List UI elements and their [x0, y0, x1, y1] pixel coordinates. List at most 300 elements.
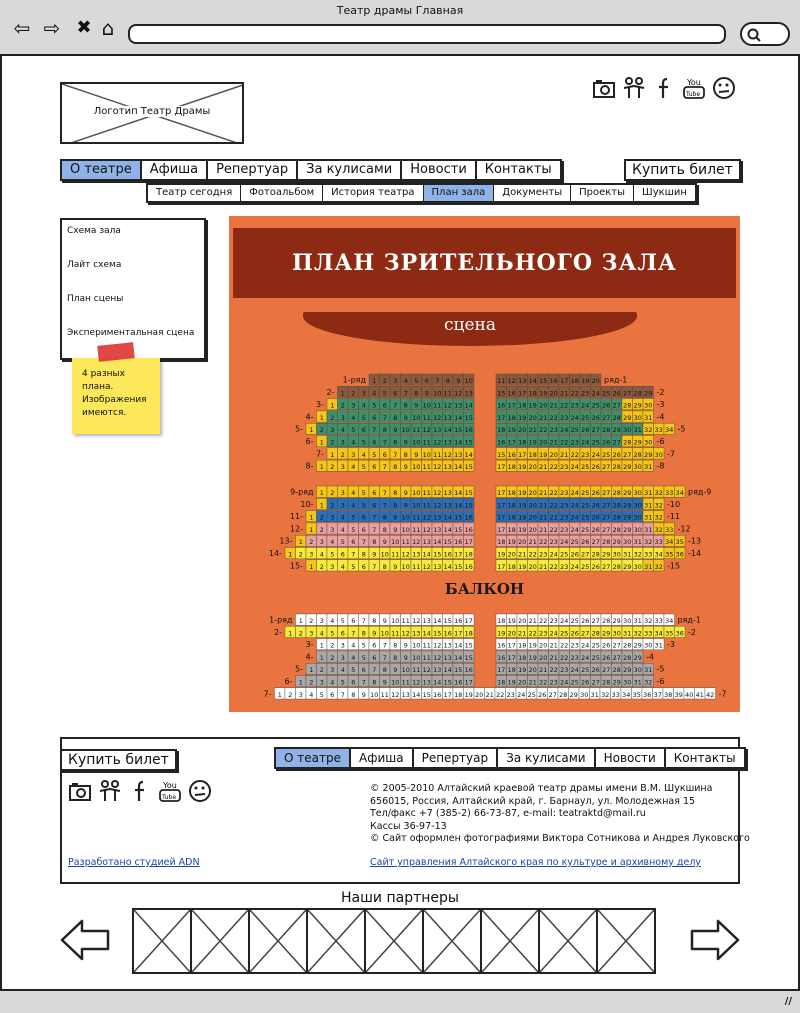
seat-number: 5 [319, 690, 324, 699]
seat-number: 15 [443, 538, 452, 547]
seat-number: 32 [654, 489, 663, 497]
seat-number: 32 [644, 426, 653, 435]
seat-number: 27 [591, 426, 600, 435]
seat-number: 3 [330, 426, 335, 435]
seat-number: 1 [298, 678, 303, 687]
seat-number: 3 [340, 641, 345, 650]
culture-department-link[interactable]: Сайт управления Алтайского края по культуре и архивному делу [370, 857, 702, 868]
footer-nav-tab-0[interactable]: О театре [276, 749, 351, 767]
seat-number: 17 [507, 438, 516, 447]
seat-number: 15 [454, 525, 463, 534]
main-nav-tab-4[interactable]: Новости [402, 161, 477, 179]
seat-number: 24 [560, 617, 569, 625]
seat-number: 31 [644, 562, 653, 571]
seat-number: 11 [422, 501, 431, 510]
seat-number: 4 [351, 489, 356, 497]
seat-number: 15 [539, 377, 548, 385]
seat-number: 26 [602, 401, 611, 410]
seat-number: 7 [382, 413, 387, 422]
seat-number: 4 [351, 413, 356, 422]
row-label: -2 [656, 387, 665, 397]
seat-number: 23 [560, 525, 569, 534]
seat-number: 21 [539, 489, 548, 497]
seat-number: 14 [454, 641, 463, 650]
seat-number: 22 [549, 489, 558, 497]
row-label: -4 [646, 652, 654, 662]
seat-number: 13 [422, 678, 431, 687]
seat-number: 4 [340, 513, 345, 522]
row-label: 11- [289, 512, 303, 522]
seat-number: 4 [340, 525, 345, 534]
camera-icon[interactable] [592, 76, 616, 100]
partner-logo-placeholder[interactable] [248, 908, 308, 974]
seat-number: 31 [633, 617, 642, 625]
seat-number: 9 [403, 413, 408, 422]
seat-number: 23 [560, 501, 569, 510]
partner-logo-placeholder[interactable] [596, 908, 656, 974]
seat-number: 19 [507, 426, 516, 435]
seat-number: 28 [623, 641, 632, 650]
side-menu-item-stage-plan[interactable]: План сцены [67, 294, 124, 304]
sub-nav-tab-2[interactable]: История театра [323, 185, 423, 201]
seat-number: 8 [372, 617, 377, 625]
facebook-icon[interactable] [652, 76, 676, 100]
smiley-icon[interactable] [712, 76, 736, 100]
sub-nav-tab-6[interactable]: Шукшин [642, 187, 687, 198]
hall-plan-title: ПЛАН ЗРИТЕЛЬНОГО ЗАЛА [233, 228, 736, 298]
youtube-icon[interactable] [682, 76, 706, 100]
seat-number: 18 [497, 538, 506, 547]
seat-number: 20 [507, 550, 516, 559]
seat-number: 25 [570, 617, 579, 625]
row-label: -2 [688, 627, 696, 637]
seat-number: 21 [528, 617, 537, 625]
partners-title: Наши партнеры [341, 890, 459, 906]
seat-number: 1 [309, 426, 314, 435]
seat-number: 4 [309, 690, 314, 699]
row-label: -5 [656, 664, 665, 674]
seat-number: 7 [393, 401, 398, 410]
seat-number: 3 [351, 450, 356, 459]
seat-number: 32 [654, 525, 663, 534]
sub-nav-tab-1[interactable]: Фотоальбом [241, 185, 323, 201]
seat-number: 6 [361, 525, 366, 534]
seat-number: 27 [602, 513, 611, 522]
seat-number: 27 [581, 629, 590, 638]
seat-number: 8 [414, 389, 419, 398]
seat-number: 10 [401, 562, 410, 571]
seat-number: 21 [539, 666, 548, 675]
seat-number: 25 [570, 538, 579, 547]
seat-number: 26 [570, 629, 579, 638]
seat-number: 3 [330, 666, 335, 675]
seat-number: 12 [401, 550, 410, 559]
seat-number: 26 [591, 513, 600, 522]
seat-number: 7 [403, 389, 408, 398]
seat-number: 33 [665, 489, 674, 497]
seat-number: 31 [644, 666, 653, 675]
seat-number: 9 [382, 617, 387, 625]
seat-number: 19 [518, 525, 527, 534]
seat-number: 2 [319, 525, 324, 534]
seat-number: 6 [372, 413, 377, 422]
seat-number: 5 [361, 489, 366, 497]
seat-number: 28 [612, 525, 621, 534]
seat-number: 20 [518, 617, 527, 625]
seat-number: 26 [602, 438, 611, 447]
seat-number: 12 [433, 641, 442, 650]
partners-carousel [132, 908, 672, 974]
seat-number: 6 [372, 641, 377, 650]
seat-number: 26 [612, 450, 621, 459]
seat-number: 11 [422, 653, 431, 662]
seat-number: 19 [507, 617, 516, 625]
address-bar[interactable] [128, 24, 726, 44]
seat-number: 16 [464, 562, 473, 571]
seat-number: 21 [528, 538, 537, 547]
forward-arrow-icon[interactable]: ⇨ [43, 16, 61, 40]
seat-number: 20 [539, 641, 548, 650]
seat-number: 2 [330, 641, 335, 650]
seat-number: 27 [612, 438, 621, 447]
row-label: -6 [656, 437, 665, 446]
seat-number: 39 [674, 690, 683, 699]
seat-number: 10 [422, 401, 431, 410]
seat-number: 14 [454, 413, 463, 422]
buy-ticket-button[interactable]: Купить билет [624, 159, 741, 181]
seat-number: 5 [361, 413, 366, 422]
seat-number: 29 [569, 690, 578, 699]
seat-number: 9 [393, 426, 398, 435]
partner-logo-placeholder[interactable] [364, 908, 424, 974]
partners-prev-arrow-icon[interactable] [60, 918, 110, 962]
seat-number: 29 [633, 641, 642, 650]
seat-number: 22 [528, 550, 537, 559]
seat-number: 13 [443, 501, 452, 510]
row-label: -7 [718, 689, 727, 699]
seat-number: 7 [372, 525, 377, 534]
side-menu [60, 218, 206, 360]
partner-logo-placeholder[interactable] [422, 908, 482, 974]
main-nav-tab-5[interactable]: Контакты [484, 162, 552, 177]
seat-number: 14 [433, 678, 442, 687]
main-nav-tab-1[interactable]: Афиша [142, 161, 208, 179]
developer-link[interactable]: Разработано студией ADN [68, 857, 200, 868]
close-icon[interactable]: ✖ [76, 17, 92, 38]
seat-number: 28 [612, 513, 621, 522]
resize-grip-icon[interactable]: // [784, 996, 792, 1007]
seat-number: 30 [623, 426, 632, 435]
seat-number: 12 [433, 438, 442, 447]
seat-number: 31 [623, 550, 632, 559]
balcony-label: БАЛКОН [444, 580, 525, 598]
seat-number: 7 [361, 538, 366, 547]
seat-number: 7 [351, 550, 356, 559]
seat-number: 10 [401, 666, 410, 675]
seat-number: 28 [612, 413, 621, 422]
seat-number: 24 [560, 426, 569, 435]
seat-number: 22 [560, 641, 569, 650]
row-label: 8- [305, 461, 314, 471]
sticky-note-text: 4 разных плана. Изображения имеются. [82, 369, 147, 418]
seat-number: 18 [507, 513, 516, 522]
seat-number: 29 [623, 489, 632, 497]
seat-number: 10 [401, 513, 410, 522]
row-label: -11 [667, 512, 681, 522]
footer-buy-ticket-button[interactable]: Купить билет [60, 749, 177, 771]
image-placeholder-icon [598, 910, 654, 972]
seat-number: 5 [361, 463, 366, 472]
seat-number: 3 [340, 501, 345, 510]
seat-number: 12 [422, 562, 431, 571]
seat-number: 28 [623, 401, 632, 410]
seat-number: 8 [393, 438, 398, 447]
seat-number: 7 [382, 438, 387, 447]
seat-number: 22 [539, 426, 548, 435]
seat-number: 14 [412, 690, 421, 699]
seat-number: 9 [403, 438, 408, 447]
seat-number: 24 [560, 678, 569, 687]
seat-number: 30 [644, 641, 653, 650]
image-placeholder-icon [250, 910, 306, 972]
seat-number: 29 [623, 413, 632, 422]
seat-number: 27 [623, 450, 632, 459]
youtube-icon[interactable] [158, 779, 182, 803]
seat-number: 9 [403, 489, 408, 497]
side-menu-item-experimental-stage[interactable]: Экспериментальная сцена [67, 328, 195, 338]
search-box[interactable] [740, 22, 790, 46]
smiley-icon[interactable] [188, 779, 212, 803]
image-placeholder-icon [540, 910, 596, 972]
seat-number: 16 [464, 513, 473, 522]
seat-number: 23 [581, 389, 590, 398]
footer-nav-tab-3[interactable]: За кулисами [498, 749, 595, 767]
seat-number: 6 [424, 377, 429, 385]
seat-number: 24 [581, 641, 590, 650]
seat-number: 19 [528, 438, 537, 447]
seat-number: 15 [422, 690, 431, 699]
seat-number: 30 [612, 550, 621, 559]
side-menu-item-light-scheme[interactable]: Лайт схема [67, 260, 122, 270]
main-nav-tab-2[interactable]: Репертуар [208, 161, 298, 179]
footer-nav-tab-5[interactable]: Контакты [673, 751, 736, 765]
seat-number: 40 [685, 690, 694, 699]
seat-number: 29 [623, 463, 632, 472]
seat-number: 19 [518, 666, 527, 675]
seat-number: 31 [644, 501, 653, 510]
seat-number: 32 [654, 501, 663, 510]
seat-number: 8 [361, 550, 366, 559]
seat-number: 24 [591, 450, 600, 459]
people-icon[interactable] [622, 76, 646, 100]
seat-number: 17 [497, 562, 506, 571]
seat-number: 36 [675, 629, 684, 638]
seat-number: 23 [549, 426, 558, 435]
seat-number: 4 [340, 666, 345, 675]
seat-number: 32 [654, 513, 663, 522]
side-menu-item-scheme[interactable]: Схема зала [67, 226, 121, 236]
seat-number: 29 [602, 550, 611, 559]
seat-number: 25 [602, 389, 611, 398]
seat-number: 1 [340, 389, 345, 398]
seat-number: 9 [382, 678, 387, 687]
seat-number: 15 [454, 513, 463, 522]
row-label: -10 [667, 499, 681, 509]
seat-number: 30 [644, 401, 653, 410]
seat-number: 12 [443, 450, 452, 459]
seat-number: 14 [454, 501, 463, 510]
row-label: 4- [305, 652, 314, 662]
seat-number: 23 [506, 690, 515, 699]
seat-number: 19 [518, 501, 527, 510]
row-label: -7 [667, 449, 675, 459]
seat-number: 34 [622, 690, 631, 699]
seat-number: 21 [560, 389, 569, 398]
people-icon[interactable] [98, 779, 122, 803]
seat-number: 21 [528, 678, 537, 687]
seat-number: 29 [633, 653, 642, 662]
seat-number: 32 [633, 550, 642, 559]
seat-number: 22 [549, 501, 558, 510]
seat-number: 13 [464, 389, 473, 398]
seat-number: 28 [591, 629, 600, 638]
seat-number: 1 [319, 413, 324, 422]
footer-nav-tab-4[interactable]: Новости [596, 749, 666, 767]
logo-placeholder[interactable] [60, 82, 244, 144]
seat-number: 17 [454, 629, 463, 638]
seat-number: 18 [464, 629, 473, 638]
main-nav-tab-0[interactable]: О театре [62, 161, 142, 179]
seat-number: 25 [570, 678, 579, 687]
seat-number: 34 [654, 550, 663, 559]
seat-number: 18 [507, 489, 516, 497]
seat-number: 15 [464, 501, 473, 510]
sub-nav-tab-4[interactable]: Документы [494, 185, 571, 201]
seat-number: 21 [549, 653, 558, 662]
seat-number: 14 [422, 550, 431, 559]
camera-icon[interactable] [68, 779, 92, 803]
seat-number: 11 [422, 463, 431, 472]
svg-text:You: You [163, 781, 177, 790]
row-label: -3 [656, 400, 665, 410]
partner-logo-placeholder[interactable] [538, 908, 598, 974]
seat-number: 2 [330, 438, 335, 447]
seat-number: 13 [433, 525, 442, 534]
seat-number: 24 [549, 550, 558, 559]
sub-nav-tab-3[interactable]: План зала [424, 185, 495, 201]
seat-number: 13 [433, 562, 442, 571]
seat-number: 19 [518, 413, 527, 422]
seat-number: 23 [570, 641, 579, 650]
seat-number: 24 [549, 629, 558, 638]
seat-number: 1 [319, 489, 324, 497]
seat-number: 10 [412, 641, 421, 650]
seat-number: 5 [351, 426, 356, 435]
seat-number: 3 [393, 377, 398, 385]
partners-next-arrow-icon[interactable] [690, 918, 740, 962]
row-label: -5 [677, 424, 686, 434]
status-bar [0, 989, 800, 1013]
seat-number: 31 [644, 525, 653, 534]
seat-number: 38 [664, 690, 673, 699]
seat-number: 31 [633, 678, 642, 687]
seat-number: 4 [351, 438, 356, 447]
seat-number: 36 [643, 690, 652, 699]
partner-logo-placeholder[interactable] [190, 908, 250, 974]
seat-number: 33 [611, 690, 620, 699]
seat-number: 13 [422, 538, 431, 547]
seat-number: 28 [602, 678, 611, 687]
seat-number: 27 [591, 538, 600, 547]
seat-number: 26 [591, 413, 600, 422]
main-nav-tab-3[interactable]: За кулисами [298, 161, 402, 179]
seat-number: 10 [412, 501, 421, 510]
seat-number: 15 [433, 550, 442, 559]
footer-nav-tab-1[interactable]: Афиша [351, 749, 414, 767]
seat-number: 29 [623, 513, 632, 522]
facebook-icon[interactable] [128, 779, 152, 803]
seat-number: 6 [340, 629, 345, 638]
footer-nav-tab-2[interactable]: Репертуар [414, 749, 499, 767]
sub-nav-tab-0[interactable]: Театр сегодня [148, 185, 241, 201]
seat-number: 1 [319, 438, 324, 447]
seat-number: 8 [403, 450, 408, 459]
seat-number: 18 [518, 438, 527, 447]
partner-logo-placeholder[interactable] [480, 908, 540, 974]
row-label: 1-ряд [269, 615, 293, 625]
seat-number: 9 [382, 538, 387, 547]
seat-number: 17 [497, 666, 506, 675]
seat-number: 5 [361, 501, 366, 510]
seat-number: 28 [633, 389, 642, 398]
seat-number: 3 [351, 401, 356, 410]
seat-number: 9 [393, 562, 398, 571]
seat-number: 9 [403, 501, 408, 510]
row-label: 3- [305, 640, 314, 650]
seat-number: 16 [497, 438, 506, 447]
partner-logo-placeholder[interactable] [132, 908, 192, 974]
seat-number: 23 [560, 513, 569, 522]
seat-number: 16 [464, 426, 473, 435]
seat-number: 22 [539, 678, 548, 687]
seat-number: 29 [612, 678, 621, 687]
seat-number: 42 [706, 690, 715, 699]
seat-number: 36 [675, 550, 684, 559]
seat-number: 17 [454, 550, 463, 559]
seat-number: 20 [539, 438, 548, 447]
seat-number: 17 [464, 678, 473, 687]
seat-number: 19 [518, 513, 527, 522]
sub-nav-tab-5[interactable]: Проекты [571, 185, 634, 201]
seat-number: 16 [454, 538, 463, 547]
seat-number: 21 [549, 401, 558, 410]
seat-number: 9 [361, 690, 366, 699]
seat-number: 9 [372, 550, 377, 559]
seat-number: 34 [665, 426, 674, 435]
seat-number: 16 [497, 653, 506, 662]
seat-number: 5 [351, 562, 356, 571]
row-label: 7- [263, 689, 272, 699]
seat-number: 16 [454, 678, 463, 687]
seat-number: 25 [602, 450, 611, 459]
home-icon[interactable]: ⌂ [101, 16, 115, 40]
back-arrow-icon[interactable]: ⇦ [13, 16, 31, 40]
seat-number: 1 [319, 653, 324, 662]
partner-logo-placeholder[interactable] [306, 908, 366, 974]
seat-number: 6 [372, 653, 377, 662]
row-label: -14 [688, 549, 702, 558]
seat-number: 1 [309, 525, 314, 534]
